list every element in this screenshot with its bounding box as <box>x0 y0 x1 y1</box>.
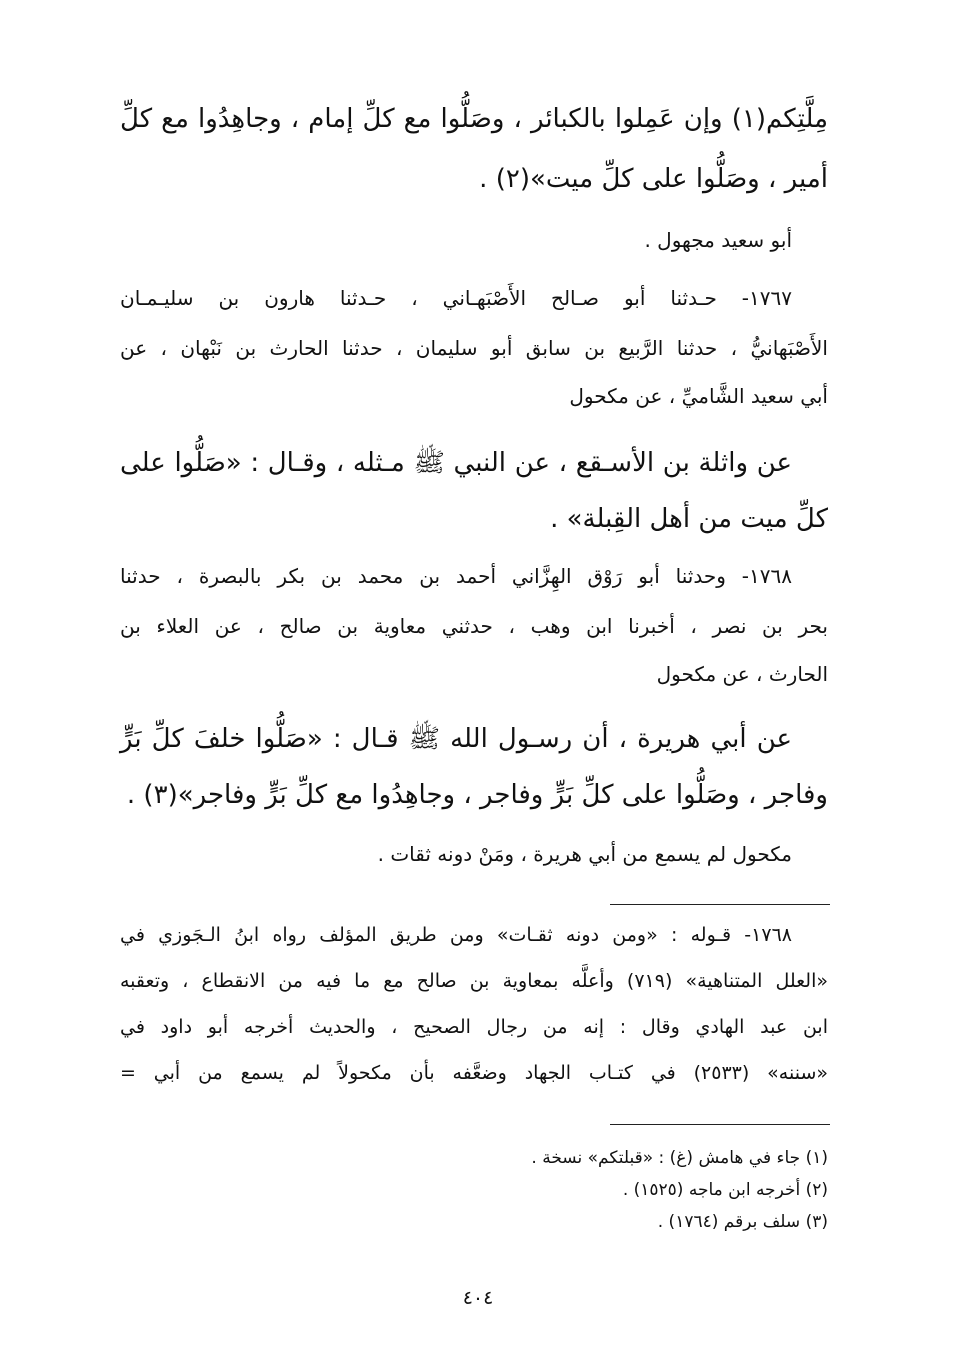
hadith-text-line: عن أبي هريرة ، أن رسـول الله ﷺ قـال : «صَلُّوا خلفَ كلِّ بَرٍّ <box>120 724 792 754</box>
commentary-line: ١٧٦٨- قـوله : «ومن دونه ثقـات» ومن طريق المؤلف رواه ابنُ الـجَوزي في <box>120 924 792 946</box>
hadith-text-line: وفاجر ، وصَلُّوا على كلِّ بَرٍّ وفاجر ، وجاهِدُوا مع كلِّ بَرٍّ وفاجر»(٣) . <box>126 780 828 810</box>
footnote: (٢) أخرجه ابن ماجه (١٥٢٥) . <box>622 1180 828 1200</box>
hadith-text-line: كلِّ ميت من أهل القِبلة» . <box>550 504 828 534</box>
footnote: (١) جاء في هامش (غ) : «قبلتكم» نسخة . <box>531 1148 828 1168</box>
main-text-line: مِلَّتِكم(١) وإن عَمِلوا بالكبائر ، وصَلُّوا مع كلِّ إمام ، وجاهِدُوا مع كلِّ <box>120 104 828 134</box>
hadith-text-line: عن واثلة بن الأسـقع ، عن النبي ﷺ مـثله ، وقـال : «صَلُّوا على <box>120 448 792 478</box>
hadith-1768-line: الحارث ، عن مكحول <box>656 662 828 686</box>
commentary-line: ابن عبد الهادي وقال : إنه من رجال الصحيح ، والحديث أخرجه أبو داود في <box>120 1016 828 1038</box>
footnote-separator <box>610 1124 830 1125</box>
hadith-1767-line: أبي سعيد الشَّاميِّ ، عن مكحول <box>569 384 828 408</box>
hadith-1768-line: بحر بن نصر ، أخبرنا ابن وهب ، حدثني معاوية بن صالح ، عن العلاء بن <box>120 614 828 638</box>
main-text-line: أبو سعيد مجهول . <box>644 228 792 252</box>
hadith-1768-line: ١٧٦٨- وحدثنا أبو رَوْق الهِزَّاني أحمد بن محمد بن بكر بالبصرة ، حدثنا <box>120 564 792 588</box>
hadith-1767-line: الأَصْبَهانيُّ ، حدثنا الرَّبيع بن سابق أبو سليمان ، حدثنا الحارث بن نَبْهان ، عن <box>120 336 828 360</box>
page-number: ٤٠٤ <box>462 1287 494 1309</box>
footnote: (٣) سلف برقم (١٧٦٤) . <box>657 1212 828 1232</box>
commentary-separator <box>610 904 830 905</box>
hadith-1767-line: ١٧٦٧- حـدثنا أبو صـالح الأَصْبَهـاني ، حـدثنا هارون بن سليـمـان <box>120 286 792 310</box>
commentary-line: «العلل المتناهية» (٧١٩) وأعلَّه بمعاوية بن صالح مع ما فيه من الانقطاع ، وتعقبه <box>120 970 828 992</box>
main-text-line: مكحول لم يسمع من أبي هريرة ، ومَنْ دونه ثقات . <box>377 842 792 866</box>
main-text-line: أمير ، وصَلُّوا على كلِّ ميت»(٢) . <box>479 164 828 194</box>
commentary-line: «سننه» (٢٥٣٣) في كتـاب الجهاد وضعَّفه بأن مكحولاً لم يسمع من أبي = <box>120 1062 828 1084</box>
